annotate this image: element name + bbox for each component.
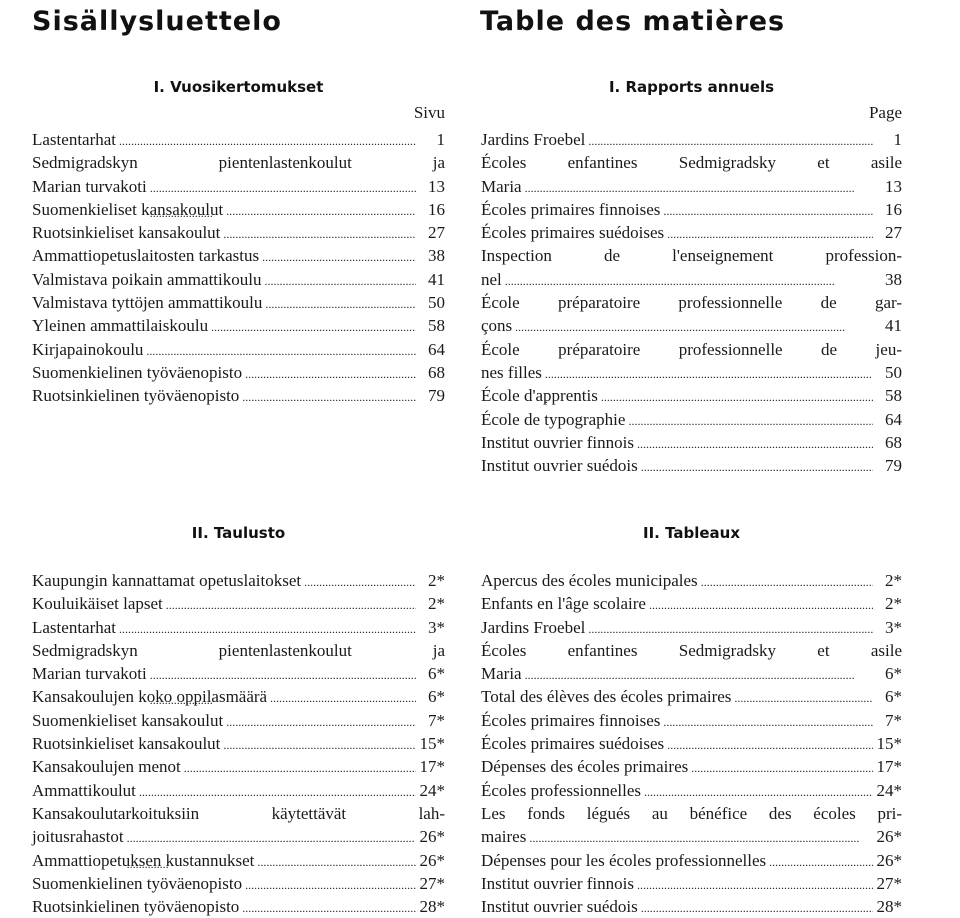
toc-entry-label: Écoles enfantines Sedmigradsky et asile (481, 640, 902, 660)
toc-entry (481, 384, 902, 407)
dot-leader (641, 895, 873, 918)
toc-entry (481, 431, 902, 454)
toc-entry-label: Ammattikoulut (32, 780, 136, 800)
section-heading-annual-reports: I. Vuosikertomukset (153, 78, 324, 96)
page-column-heading: Sivu (413, 103, 445, 122)
toc-entry (32, 384, 445, 407)
toc-entry-page: 41 (428, 269, 445, 289)
toc-entry (32, 872, 445, 895)
dot-leader (211, 314, 416, 339)
toc-entry-label: Institut ouvrier finnois (481, 432, 634, 452)
toc-entry-label: Jardins Froebel (481, 130, 586, 149)
toc-entry (481, 454, 902, 477)
toc-entry-label: École d'apprentis (481, 386, 598, 406)
toc-entry-label-continued: Marian turvakoti (32, 664, 147, 684)
toc-entry-label: Kansakoulutarkoituksiin käytettävät lah- (32, 803, 445, 823)
toc-entry-page: 41 (885, 316, 902, 336)
toc-entry-page: 2* (885, 571, 902, 590)
toc-entry-continuation (32, 662, 445, 685)
toc-entry-label: Lastentarhat (32, 130, 117, 149)
toc-entry-page: 2* (885, 594, 902, 614)
dot-leader (628, 408, 873, 433)
toc-entry-page: 16 (885, 199, 902, 219)
toc-entry (481, 592, 902, 615)
toc-entry-page: 38 (885, 269, 902, 289)
toc-entry (481, 779, 902, 802)
toc-entry-label: Dépenses pour les écoles professionnelles (481, 850, 767, 870)
toc-entry-page: 16 (428, 199, 445, 219)
toc-entry-page: 3* (428, 617, 445, 637)
toc-entry (32, 198, 445, 221)
dot-leader (139, 779, 416, 804)
toc-entry (32, 849, 445, 872)
toc-entry-continuation (481, 175, 902, 198)
toc-entry-label: Kansakoulujen menot (32, 757, 181, 777)
toc-entry-label: Écoles primaires finnoises (481, 199, 661, 219)
toc-entry-page: 64 (428, 339, 445, 359)
toc-list-annual-reports (481, 128, 902, 477)
toc-entry (481, 128, 902, 151)
toc-entry-label: Écoles enfantines Sedmigradsky et asile (481, 153, 902, 173)
toc-entry-page: 1 (893, 130, 902, 149)
toc-entry-label: Ammattiopetuslaitosten tarkastus (32, 246, 260, 266)
toc-entry-label: Jardins Froebel (481, 617, 586, 637)
toc-entry (481, 338, 902, 385)
toc-entry-label: Ruotsinkielinen työväenopisto (32, 386, 240, 406)
toc-entry (32, 221, 445, 244)
toc-entry (32, 709, 445, 732)
toc-entry-label: Ammattiopetuksen kustannukset (32, 850, 255, 870)
dot-leader (262, 244, 416, 269)
toc-entry-label: École de typographie (481, 409, 626, 429)
toc-entry-page: 15* (876, 734, 902, 754)
toc-entry (32, 291, 445, 314)
toc-entry-page: 27* (876, 873, 902, 893)
toc-entry-label: Ruotsinkielinen työväenopisto (32, 897, 240, 917)
toc-entry-label: Les fonds légués au bénéfice des écoles pri- (481, 803, 902, 823)
toc-entry-page: 1 (436, 130, 445, 149)
toc-entry-label: Kaupungin kannattamat opetuslaitokset (32, 571, 302, 590)
toc-entry-page: 26* (419, 850, 445, 870)
toc-entry (481, 895, 902, 918)
toc-entry (481, 732, 902, 755)
dot-leader (663, 198, 873, 223)
toc-entry (481, 151, 902, 198)
toc-entry-label: Institut ouvrier suédois (481, 456, 638, 476)
toc-entry-label: Sedmigradskyn pientenlastenkoulut ja (32, 640, 445, 660)
toc-entry (32, 314, 445, 337)
toc-entry-label-continued: Maria (481, 176, 522, 196)
dot-leader (637, 872, 873, 897)
toc-entry (32, 244, 445, 267)
dot-leader (515, 314, 873, 339)
toc-entry-label: Ruotsinkieliset kansakoulut (32, 223, 221, 243)
toc-entry (32, 569, 445, 592)
toc-entry-label: Lastentarhat (32, 617, 117, 637)
toc-entry-page: 6* (428, 687, 445, 707)
toc-entry (481, 685, 902, 708)
toc-entry (481, 709, 902, 732)
toc-entry-label: Yleinen ammattilaiskoulu (32, 316, 209, 336)
section-heading-annual-reports: I. Rapports annuels (608, 78, 775, 96)
toc-entry (481, 616, 902, 639)
toc-entry (32, 616, 445, 639)
toc-entry-label: Institut ouvrier suédois (481, 897, 638, 917)
toc-entry-page: 26* (876, 827, 902, 847)
toc-entry-label: Ruotsinkieliset kansakoulut (32, 734, 221, 754)
toc-entry (32, 361, 445, 384)
dot-leader (166, 592, 416, 617)
title-french: Table des matières (480, 6, 786, 37)
toc-entry (32, 685, 445, 708)
dot-leader (529, 825, 873, 850)
toc-entry-label: École préparatoire professionnelle de gar- (481, 293, 902, 313)
toc-entry-continuation (481, 662, 902, 685)
toc-entry-page: 79 (428, 386, 445, 406)
toc-entry (481, 244, 902, 291)
toc-entry-label-continued: çons (481, 316, 513, 336)
toc-entry-page: 6* (428, 664, 445, 684)
toc-entry-page: 2* (428, 594, 445, 614)
toc-entry-label: Dépenses des écoles primaires (481, 757, 689, 777)
dot-leader (242, 384, 416, 409)
toc-entry-label: Suomenkielinen työväenopisto (32, 873, 243, 893)
toc-entry-page: 27 (428, 223, 445, 243)
toc-entry-page: 68 (428, 362, 445, 382)
dot-leader (701, 569, 873, 594)
toc-entry (32, 128, 445, 151)
dot-leader (637, 431, 873, 456)
toc-entry (32, 338, 445, 361)
dot-leader (304, 569, 416, 594)
toc-entry (481, 849, 902, 872)
section-heading-tables: II. Tableaux (642, 524, 741, 542)
toc-entry (481, 198, 902, 221)
section-heading-tables: II. Taulusto (191, 524, 286, 542)
toc-entry-page: 3* (885, 617, 902, 637)
toc-entry-label: Kirjapainokoulu (32, 339, 144, 359)
dot-leader (264, 268, 416, 293)
toc-entry-page: 6* (885, 664, 902, 684)
toc-entry-page: 7* (885, 710, 902, 730)
dot-leader (223, 221, 416, 246)
toc-entry-page: 13 (428, 176, 445, 196)
toc-entry-label: Kouluikäiset lapset (32, 594, 163, 614)
toc-entry-continuation (481, 825, 902, 848)
dot-leader (649, 592, 873, 617)
toc-entry-label-continued: nes filles (481, 362, 542, 382)
dot-leader (588, 128, 873, 153)
toc-entry (481, 802, 902, 849)
toc-entry-page: 26* (419, 827, 445, 847)
toc-entry-label-continued: nel (481, 269, 502, 289)
toc-entry-label-continued: maires (481, 827, 527, 847)
toc-entry (481, 569, 902, 592)
toc-entry (481, 291, 902, 338)
title-finnish: Sisällysluettelo (32, 6, 282, 37)
toc-entry-label-continued: Maria (481, 664, 522, 684)
toc-entry-label: Suomenkielinen työväenopisto (32, 362, 243, 382)
toc-entry-page: 24* (876, 780, 902, 800)
toc-entry-page: 50 (885, 362, 902, 382)
toc-entry (32, 802, 445, 849)
toc-entry-label: Écoles primaires suédoises (481, 734, 665, 754)
dot-leader (223, 732, 416, 757)
dot-leader (146, 338, 416, 363)
toc-entry-continuation (481, 361, 902, 384)
dot-leader (525, 662, 873, 687)
toc-entry (481, 408, 902, 431)
toc-entry-page: 2* (428, 571, 445, 590)
toc-entry-label: Kansakoulujen koko oppilasmäärä (32, 687, 268, 707)
toc-entry-continuation (481, 268, 902, 291)
toc-entry-label: Écoles primaires suédoises (481, 223, 665, 243)
dot-leader (226, 709, 416, 734)
toc-entry-label: Valmistava tyttöjen ammattikoulu (32, 293, 263, 313)
dot-leader (644, 779, 873, 804)
dot-leader (257, 849, 416, 874)
dot-leader (270, 685, 416, 710)
dot-leader (641, 454, 873, 479)
toc-entry-continuation (481, 314, 902, 337)
toc-entry (481, 872, 902, 895)
toc-entry-page: 68 (885, 432, 902, 452)
toc-entry-label: Apercus des écoles municipales (481, 571, 698, 590)
toc-list-tables (481, 569, 902, 918)
toc-entry-page: 17* (876, 757, 902, 777)
dot-leader (601, 384, 873, 409)
dot-leader (769, 849, 873, 874)
dot-leader (245, 361, 416, 386)
toc-entry (481, 221, 902, 244)
toc-entry-page: 24* (419, 780, 445, 800)
dot-leader (242, 895, 416, 918)
toc-entry-label: Suomenkieliset kansakoulut (32, 710, 224, 730)
dot-leader (663, 709, 873, 734)
toc-entry-page: 28* (876, 897, 902, 917)
toc-entry-label: Valmistava poikain ammattikoulu (32, 269, 262, 289)
toc-entry (481, 639, 902, 686)
toc-entry-page: 38 (428, 246, 445, 266)
toc-entry-label-continued: Marian turvakoti (32, 176, 147, 196)
toc-entry-page: 58 (885, 386, 902, 406)
toc-entry-label: Écoles primaires finnoises (481, 710, 661, 730)
dot-leader (505, 268, 873, 293)
toc-entry-label: Inspection de l'enseignement profession- (481, 246, 902, 266)
toc-entry-page: 64 (885, 409, 902, 429)
toc-entry-label: Enfants en l'âge scolaire (481, 594, 646, 614)
toc-entry-page: 58 (428, 316, 445, 336)
toc-entry-page: 50 (428, 293, 445, 313)
toc-entry-page: 26* (876, 850, 902, 870)
page-column-heading: Page (868, 103, 902, 122)
toc-list-annual-reports (32, 128, 445, 408)
dot-leader (184, 755, 416, 780)
dot-leader (119, 128, 416, 153)
toc-entry (32, 151, 445, 198)
dot-leader (245, 872, 416, 897)
toc-entry-page: 13 (885, 176, 902, 196)
toc-entry (32, 639, 445, 686)
toc-entry-page: 27 (885, 223, 902, 243)
toc-entry-label-continued: joitusrahastot (32, 827, 124, 847)
toc-entry-continuation (32, 175, 445, 198)
toc-entry-label: Écoles professionnelles (481, 780, 642, 800)
toc-entry (32, 779, 445, 802)
dot-leader (226, 198, 416, 223)
toc-entry (32, 592, 445, 615)
dot-leader (667, 221, 873, 246)
dot-leader (265, 291, 416, 316)
toc-entry-label: École préparatoire professionnelle de jeu- (481, 339, 902, 359)
toc-entry-label: Suomenkieliset kansakoulut (32, 199, 224, 219)
toc-entry-page: 7* (428, 710, 445, 730)
toc-entry (32, 755, 445, 778)
toc-entry (32, 895, 445, 918)
toc-entry-page: 6* (885, 687, 902, 707)
toc-entry-label: Institut ouvrier finnois (481, 873, 634, 893)
dot-leader (691, 755, 873, 780)
dot-leader (588, 616, 873, 641)
toc-entry-label: Sedmigradskyn pientenlastenkoulut ja (32, 153, 445, 173)
dot-leader (734, 685, 873, 710)
dot-leader (119, 616, 416, 641)
toc-entry (32, 732, 445, 755)
toc-entry-page: 15* (419, 734, 445, 754)
toc-entry (32, 268, 445, 291)
toc-entry-label: Total des élèves des écoles primaires (481, 687, 732, 707)
toc-entry-page: 17* (419, 757, 445, 777)
dot-leader (667, 732, 873, 757)
toc-entry-page: 79 (885, 456, 902, 476)
toc-entry-continuation (32, 825, 445, 848)
toc-entry-page: 28* (419, 897, 445, 917)
dot-leader (525, 175, 873, 200)
toc-list-tables (32, 569, 445, 918)
toc-entry-page: 27* (419, 873, 445, 893)
toc-entry (481, 755, 902, 778)
